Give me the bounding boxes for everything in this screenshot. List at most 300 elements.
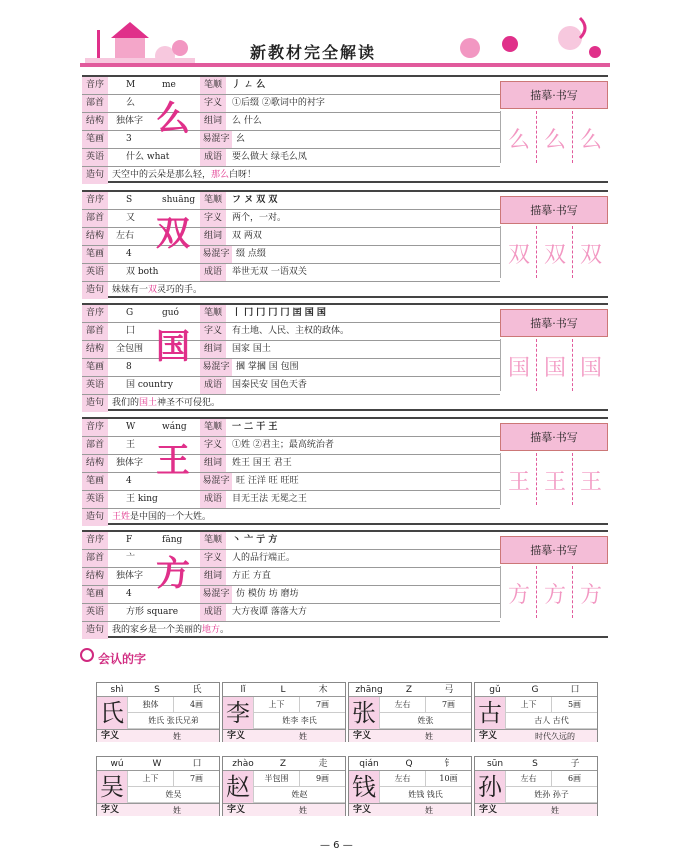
- recognize-card: [348, 682, 472, 742]
- card-header: [349, 757, 471, 771]
- bushou-value: 王: [126, 440, 136, 450]
- label-chengyu: 成语: [200, 149, 226, 166]
- yihunzi-value: 摑 掌摑 国 包围: [236, 362, 299, 372]
- char-block: [82, 530, 608, 638]
- label-bihua: 笔画: [82, 586, 108, 603]
- main-character: 双: [156, 214, 190, 254]
- chengyu-value: 大方夜谭 落落大方: [232, 607, 307, 617]
- trace-header: 描摹·书写: [500, 309, 608, 337]
- page-header: [0, 0, 689, 70]
- card-pinyin: qián: [359, 759, 379, 769]
- label-bushou: 部首: [82, 95, 108, 112]
- trace-header: 描摹·书写: [500, 536, 608, 564]
- label-yingyu: 英语: [82, 264, 108, 281]
- zaoju-end: 灵巧的手。: [157, 285, 203, 295]
- row-yinxu: [82, 532, 500, 550]
- card-meaning-label: 字义: [479, 731, 498, 741]
- card-bushou: 子: [570, 759, 580, 769]
- card-meaning-value: 姓: [173, 732, 181, 741]
- trace-character: 双: [579, 243, 602, 268]
- label-bihua: 笔画: [82, 131, 108, 148]
- section-title: 会认的字: [98, 652, 147, 666]
- card-letter: W: [152, 759, 162, 769]
- label-chengyu: 成语: [200, 264, 226, 281]
- card-structure: 左右: [505, 771, 551, 787]
- label-chengyu: 成语: [200, 491, 226, 508]
- zuci-value: 姓王 国王 君王: [232, 458, 292, 468]
- yinxu-value: S: [126, 195, 133, 205]
- card-meaning-value: 姓: [425, 732, 433, 741]
- trace-grid[interactable]: [500, 226, 608, 278]
- card-meaning-label: 字义: [227, 731, 246, 741]
- row-jiegou: [82, 455, 500, 473]
- chengyu-value: 举世无双 一语双关: [232, 267, 307, 277]
- card-meaning: [97, 729, 219, 742]
- char-block: [82, 303, 608, 411]
- bishun-value: 丿 ㄥ 么: [232, 80, 266, 90]
- label-zuci: 组词: [200, 113, 226, 130]
- zaoju-sentence: [112, 622, 229, 639]
- card-words: 姓吴: [127, 787, 219, 803]
- main-character: 王: [156, 441, 190, 481]
- trace-cell[interactable]: [573, 226, 609, 278]
- pinyin-value: me: [162, 80, 176, 90]
- row-jiegou: [82, 113, 500, 131]
- ziyi-value: 有土地、人民、主权的政体。: [232, 326, 350, 336]
- bushou-value: 么: [126, 98, 136, 108]
- trace-cell[interactable]: [573, 339, 609, 391]
- card-pinyin: zhào: [232, 759, 254, 769]
- card-letter: S: [154, 685, 160, 695]
- card-meaning-label: 字义: [227, 805, 246, 815]
- label-zaoju: 造句: [82, 282, 108, 299]
- jiegou-value: 左右: [116, 231, 135, 241]
- ziyi-value: ①后缀 ②歌词中的衬字: [232, 98, 325, 108]
- card-header: [223, 683, 345, 697]
- row-yingyu: [82, 149, 500, 167]
- label-yingyu: 英语: [82, 491, 108, 508]
- house-decoration-icon: [85, 18, 195, 68]
- label-zuci: 组词: [200, 455, 226, 472]
- trace-grid[interactable]: [500, 453, 608, 505]
- card-meaning-label: 字义: [101, 805, 120, 815]
- recognize-card: [348, 756, 472, 816]
- char-block: [82, 190, 608, 298]
- trace-character: 方: [543, 583, 566, 608]
- label-zaoju: 造句: [82, 509, 108, 526]
- row-zaoju: [82, 509, 500, 527]
- card-words: 姓赵: [253, 787, 345, 803]
- card-strokes: 7画: [299, 697, 345, 713]
- label-jiegou: 结构: [82, 568, 108, 585]
- label-yinxu: 音序: [82, 532, 108, 549]
- card-structure: 上下: [127, 771, 173, 787]
- label-bihua: 笔画: [82, 359, 108, 376]
- card-words: 姓孙 孙子: [505, 787, 597, 803]
- label-chengyu: 成语: [200, 604, 226, 621]
- trace-character: 么: [579, 128, 602, 153]
- row-bihua: [82, 131, 500, 149]
- row-bihua: [82, 246, 500, 264]
- card-letter: L: [280, 685, 286, 695]
- card-header: [475, 757, 597, 771]
- card-character: 氏: [97, 697, 127, 729]
- label-yihunzi: 易混字: [200, 131, 232, 148]
- ziyi-value: 两个，一对。: [232, 213, 287, 223]
- trace-character: 方: [507, 583, 530, 608]
- bushou-value: 亠: [126, 553, 136, 563]
- zaoju-sentence: [112, 509, 211, 526]
- row-yingyu: [82, 491, 500, 509]
- card-letter: S: [532, 759, 538, 769]
- bihua-value: 8: [126, 362, 132, 372]
- label-bushou: 部首: [82, 210, 108, 227]
- card-pinyin: shì: [110, 685, 124, 695]
- zaoju-text: 我的家乡是一个美丽的: [112, 625, 203, 635]
- zaoju-highlight: 国土: [139, 398, 158, 408]
- english-value: 王 king: [126, 494, 158, 504]
- card-character: 张: [349, 697, 379, 729]
- label-jiegou: 结构: [82, 113, 108, 130]
- card-character: 吴: [97, 771, 127, 803]
- card-meaning-value: 时代久远的: [535, 732, 575, 741]
- card-bushou: 木: [318, 685, 328, 695]
- row-bihua: [82, 473, 500, 491]
- row-jiegou: [82, 568, 500, 586]
- card-strokes: 10画: [425, 771, 471, 787]
- zaoju-highlight: 地方: [202, 625, 221, 635]
- label-yinxu: 音序: [82, 305, 108, 322]
- row-zaoju: [82, 622, 500, 640]
- jiegou-value: 全包围: [116, 344, 144, 354]
- label-yingyu: 英语: [82, 604, 108, 621]
- trace-header: 描摹·书写: [500, 423, 608, 451]
- card-meaning-label: 字义: [353, 805, 372, 815]
- zaoju-highlight: 王姓: [112, 512, 131, 522]
- label-yihunzi: 易混字: [200, 359, 232, 376]
- chengyu-value: 国泰民安 国色天香: [232, 380, 307, 390]
- yihunzi-value: 幺: [236, 134, 246, 144]
- zuci-value: 双 两双: [232, 231, 262, 241]
- trace-character: 王: [507, 470, 530, 495]
- trace-character: 王: [579, 470, 602, 495]
- label-yihunzi: 易混字: [200, 586, 232, 603]
- jiegou-value: 独体字: [116, 116, 144, 126]
- jiegou-value: 独体字: [116, 458, 144, 468]
- chengyu-value: 要么做大 绿毛么凤: [232, 152, 307, 162]
- label-bihua: 笔画: [82, 246, 108, 263]
- zaoju-end: 白呀！: [229, 170, 257, 180]
- label-ziyi: 字义: [200, 437, 226, 454]
- card-bushou: 钅: [444, 759, 454, 769]
- card-words: 姓氏 张氏兄弟: [127, 713, 219, 729]
- card-structure: 左右: [379, 697, 425, 713]
- row-bihua: [82, 359, 500, 377]
- magnifier-icon: [80, 648, 94, 662]
- label-yinxu: 音序: [82, 192, 108, 209]
- row-bushou: [82, 437, 500, 455]
- zaoju-sentence: [112, 167, 256, 184]
- trace-cell[interactable]: [501, 566, 537, 618]
- card-pinyin: sūn: [486, 759, 504, 769]
- bihua-value: 3: [126, 134, 132, 144]
- card-meaning-value: 姓: [425, 806, 433, 815]
- row-bushou: [82, 95, 500, 113]
- row-yinxu: [82, 77, 500, 95]
- zaoju-end: 神圣不可侵犯。: [157, 398, 221, 408]
- english-value: 国 country: [126, 380, 173, 390]
- card-header: [349, 683, 471, 697]
- header-divider: [80, 63, 610, 67]
- trace-cell[interactable]: [501, 226, 537, 278]
- card-strokes: 6画: [551, 771, 597, 787]
- zaoju-highlight: 双: [148, 285, 158, 295]
- recognize-card: [96, 756, 220, 816]
- yihunzi-value: 仿 模仿 坊 磨坊: [236, 589, 299, 599]
- recognize-card: [474, 756, 598, 816]
- bishun-value: フ ヌ 双 双: [232, 195, 278, 205]
- trace-cell[interactable]: [573, 111, 609, 163]
- yinxu-value: W: [126, 422, 136, 432]
- label-bushou: 部首: [82, 323, 108, 340]
- card-letter: Z: [405, 685, 413, 695]
- card-meaning: [223, 729, 345, 742]
- card-meaning: [475, 729, 597, 742]
- row-yingyu: [82, 264, 500, 282]
- yinxu-value: M: [126, 80, 136, 90]
- card-character: 孙: [475, 771, 505, 803]
- label-yihunzi: 易混字: [200, 473, 232, 490]
- pinyin-value: guó: [162, 308, 179, 318]
- card-words: 姓张: [379, 713, 471, 729]
- yinxu-value: F: [126, 535, 133, 545]
- label-ziyi: 字义: [200, 95, 226, 112]
- card-character: 钱: [349, 771, 379, 803]
- yinxu-value: G: [126, 308, 134, 318]
- card-meaning-label: 字义: [101, 731, 120, 741]
- bihua-value: 4: [126, 249, 132, 259]
- label-bishun: 笔顺: [200, 192, 226, 209]
- card-strokes: 7画: [425, 697, 471, 713]
- card-structure: 独体: [127, 697, 173, 713]
- bishun-value: 一 二 干 王: [232, 422, 278, 432]
- zaoju-highlight: 那么: [211, 170, 230, 180]
- recognize-card: [222, 756, 346, 816]
- card-letter: Q: [405, 759, 413, 769]
- row-yinxu: [82, 192, 500, 210]
- bushou-value: 又: [126, 213, 136, 223]
- zaoju-end: 。: [220, 625, 230, 635]
- flower-decoration-icon: [450, 14, 610, 66]
- zaoju-sentence: [112, 282, 202, 299]
- trace-grid[interactable]: [500, 566, 608, 618]
- card-words: 姓李 李氏: [253, 713, 345, 729]
- trace-character: 么: [543, 128, 566, 153]
- trace-cell[interactable]: [537, 339, 573, 391]
- label-yingyu: 英语: [82, 149, 108, 166]
- row-bihua: [82, 586, 500, 604]
- row-yinxu: [82, 305, 500, 323]
- zaoju-text: 妹妹有一: [112, 285, 149, 295]
- trace-grid[interactable]: [500, 339, 608, 391]
- english-value: 什么 what: [126, 152, 170, 162]
- main-character: 么: [156, 99, 190, 139]
- main-character: 方: [156, 554, 190, 594]
- row-jiegou: [82, 341, 500, 359]
- card-pinyin: lǐ: [240, 685, 246, 695]
- trace-character: 国: [579, 356, 602, 381]
- trace-cell[interactable]: [501, 339, 537, 391]
- card-meaning: [97, 803, 219, 816]
- header-title: 新教材完全解读: [250, 43, 377, 62]
- zaoju-sentence: [112, 395, 220, 412]
- card-bushou: 氏: [192, 685, 202, 695]
- card-header: [475, 683, 597, 697]
- trace-header: 描摹·书写: [500, 196, 608, 224]
- label-bishun: 笔顺: [200, 77, 226, 94]
- trace-grid[interactable]: [500, 111, 608, 163]
- pinyin-value: shuāng: [162, 195, 196, 205]
- trace-cell[interactable]: [573, 566, 609, 618]
- label-yingyu: 英语: [82, 377, 108, 394]
- trace-header: 描摹·书写: [500, 81, 608, 109]
- zaoju-end: 是中国的一个大姓。: [130, 512, 212, 522]
- trace-cell[interactable]: [537, 226, 573, 278]
- card-structure: 上下: [253, 697, 299, 713]
- trace-character: 双: [543, 243, 566, 268]
- row-bushou: [82, 210, 500, 228]
- card-structure: 半包围: [253, 771, 299, 787]
- bihua-value: 4: [126, 476, 132, 486]
- card-character: 李: [223, 697, 253, 729]
- label-bishun: 笔顺: [200, 305, 226, 322]
- trace-cell[interactable]: [501, 453, 537, 505]
- zuci-value: 么 什么: [232, 116, 262, 126]
- card-pinyin: wú: [110, 759, 124, 769]
- card-meaning: [475, 803, 597, 816]
- recognize-card: [96, 682, 220, 742]
- label-jiegou: 结构: [82, 228, 108, 245]
- label-bihua: 笔画: [82, 473, 108, 490]
- card-meaning-value: 姓: [299, 732, 307, 741]
- card-bushou: 弓: [444, 685, 454, 695]
- label-bishun: 笔顺: [200, 419, 226, 436]
- ziyi-value: ①姓 ②君主；最高统治者: [232, 440, 334, 450]
- label-zaoju: 造句: [82, 167, 108, 184]
- zaoju-text: 天空中的云朵是那么轻，: [112, 170, 212, 180]
- trace-character: 方: [579, 583, 602, 608]
- card-meaning-label: 字义: [479, 805, 498, 815]
- bihua-value: 4: [126, 589, 132, 599]
- label-bushou: 部首: [82, 550, 108, 567]
- row-yingyu: [82, 604, 500, 622]
- bishun-value: 丶 亠 亍 方: [232, 535, 278, 545]
- card-strokes: 4画: [173, 697, 219, 713]
- label-zaoju: 造句: [82, 395, 108, 412]
- bushou-value: 囗: [126, 326, 136, 336]
- row-zaoju: [82, 395, 500, 413]
- trace-character: 国: [543, 356, 566, 381]
- label-yihunzi: 易混字: [200, 246, 232, 263]
- yihunzi-value: 旺 汪洋 旺 旺旺: [236, 476, 299, 486]
- card-words: 古人 古代: [505, 713, 597, 729]
- chengyu-value: 目无王法 无冕之王: [232, 494, 307, 504]
- english-value: 双 both: [126, 267, 159, 277]
- card-pinyin: gǔ: [489, 685, 501, 695]
- char-block: [82, 417, 608, 525]
- trace-cell[interactable]: [573, 453, 609, 505]
- card-meaning-label: 字义: [353, 731, 372, 741]
- page-number: — 6 —: [320, 840, 353, 851]
- card-header: [97, 683, 219, 697]
- main-character: 国: [156, 327, 190, 367]
- recognize-card: [474, 682, 598, 742]
- card-strokes: 7画: [173, 771, 219, 787]
- label-ziyi: 字义: [200, 210, 226, 227]
- card-meaning: [349, 729, 471, 742]
- card-meaning-value: 姓: [299, 806, 307, 815]
- card-pinyin: zhāng: [355, 685, 383, 695]
- label-yinxu: 音序: [82, 77, 108, 94]
- card-header: [97, 757, 219, 771]
- trace-cell[interactable]: [537, 453, 573, 505]
- label-yinxu: 音序: [82, 419, 108, 436]
- card-structure: 上下: [505, 697, 551, 713]
- label-ziyi: 字义: [200, 323, 226, 340]
- pinyin-value: fāng: [162, 535, 183, 545]
- label-zaoju: 造句: [82, 622, 108, 639]
- label-jiegou: 结构: [82, 455, 108, 472]
- row-zaoju: [82, 282, 500, 300]
- english-value: 方形 square: [126, 607, 179, 617]
- row-jiegou: [82, 228, 500, 246]
- label-ziyi: 字义: [200, 550, 226, 567]
- trace-cell[interactable]: [537, 111, 573, 163]
- trace-cell[interactable]: [501, 111, 537, 163]
- card-bushou: 口: [192, 759, 202, 769]
- trace-character: 王: [543, 470, 566, 495]
- card-meaning: [223, 803, 345, 816]
- char-block: [82, 75, 608, 183]
- label-zuci: 组词: [200, 568, 226, 585]
- trace-character: 么: [507, 128, 530, 153]
- card-bushou: 走: [318, 759, 328, 769]
- zuci-value: 方正 方直: [232, 571, 271, 581]
- label-bishun: 笔顺: [200, 532, 226, 549]
- row-yinxu: [82, 419, 500, 437]
- label-chengyu: 成语: [200, 377, 226, 394]
- label-zuci: 组词: [200, 228, 226, 245]
- ziyi-value: 人的品行端正。: [232, 553, 296, 563]
- bishun-value: 丨 冂 冂 冂 冂 囯 国 国: [232, 308, 326, 318]
- card-strokes: 9画: [299, 771, 345, 787]
- label-bushou: 部首: [82, 437, 108, 454]
- card-character: 赵: [223, 771, 253, 803]
- label-zuci: 组词: [200, 341, 226, 358]
- trace-character: 国: [507, 356, 530, 381]
- card-meaning-value: 姓: [551, 806, 559, 815]
- card-words: 姓钱 钱氏: [379, 787, 471, 803]
- pinyin-value: wáng: [162, 422, 187, 432]
- recognize-card: [222, 682, 346, 742]
- row-zaoju: [82, 167, 500, 185]
- trace-cell[interactable]: [537, 566, 573, 618]
- row-yingyu: [82, 377, 500, 395]
- zuci-value: 国家 国土: [232, 344, 271, 354]
- card-letter: Z: [279, 759, 287, 769]
- card-header: [223, 757, 345, 771]
- label-jiegou: 结构: [82, 341, 108, 358]
